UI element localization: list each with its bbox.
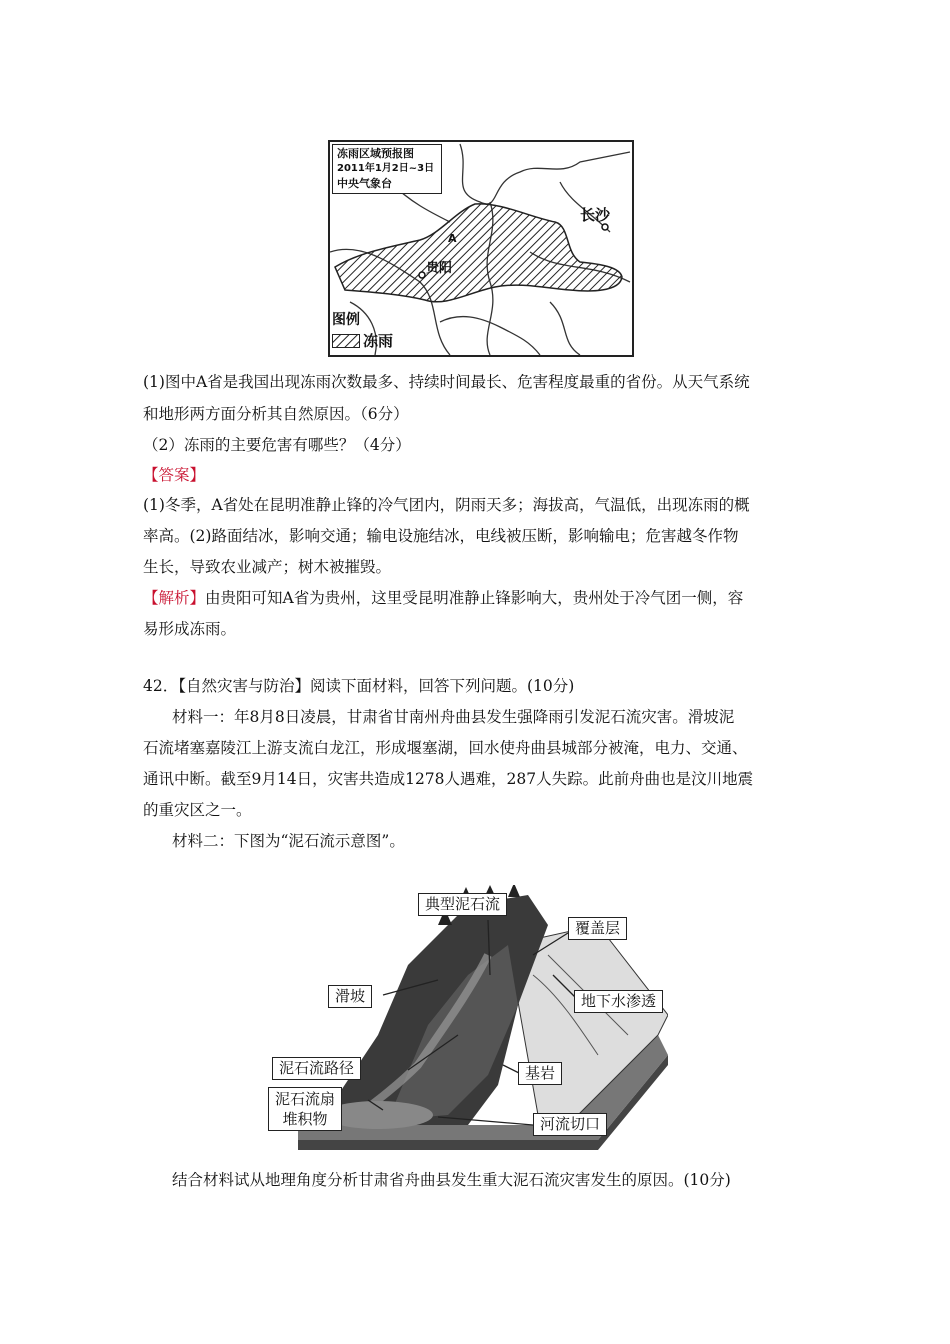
answer-line1: (1)冬季，A省处在昆明准静止锋的冷气团内，阴雨天多；海拔高，气温低，出现冻雨的概: [143, 496, 750, 514]
answer-tag: 【答案】: [143, 466, 206, 484]
label-bedrock: 基岩: [518, 1062, 562, 1085]
material1-line4: 的重灾区之一。: [143, 801, 252, 819]
label-debris-fan-line1: 泥石流扇: [275, 1090, 336, 1108]
analysis-text1: 由贵阳可知A省为贵州，这里受昆明准静止锋影响大，贵州处于冷气团一侧，容: [205, 589, 744, 607]
map-title-line2: 2011年1月2日~3日: [337, 163, 435, 174]
legend-item-label: 冻雨: [363, 332, 394, 350]
q2-text: （2）冻雨的主要危害有哪些？（4分）: [143, 436, 411, 454]
label-debris-fan-line2: 堆积物: [282, 1110, 328, 1128]
q1-line1: (1)图中A省是我国出现冻雨次数最多、持续时间最长、危害程度最重的省份。从天气系统: [143, 373, 750, 391]
q42-heading: 42．【自然灾害与防治】阅读下面材料，回答下列问题。(10分): [143, 677, 575, 695]
label-typical-debris-flow: 典型泥石流: [418, 893, 507, 916]
label-debris-path: 泥石流路径: [272, 1057, 361, 1080]
label-debris-fan: [268, 1087, 342, 1131]
answer-line2: 率高。(2)路面结冰，影响交通；输电设施结冰，电线被压断，影响输电；危害越冬作物: [143, 527, 739, 545]
material1-line2: 石流堵塞嘉陵江上游支流白龙江，形成堰塞湖，回水使舟曲县城部分被淹，电力、交通、: [143, 739, 748, 757]
guiyang-label: 贵阳: [426, 261, 453, 276]
analysis-tag: 【解析】: [143, 589, 206, 607]
analysis-line1: [143, 586, 743, 610]
map-legend: [332, 310, 393, 351]
debris-flow-diagram: [268, 885, 668, 1150]
province-a-label: A: [448, 232, 457, 245]
freezing-rain-map: [328, 140, 634, 357]
material1-line3: 通讯中断。截至9月14日，灾害共造成1278人遇难，287人失踪。此前舟曲也是汶川地震: [143, 770, 754, 788]
material2-text: 材料二：下图为“泥石流示意图”。: [172, 832, 405, 850]
label-river-incision: 河流切口: [533, 1113, 607, 1136]
material1-line1: 材料一：年8月8日凌晨，甘肃省甘南州舟曲县发生强降雨引发泥石流灾害。滑坡泥: [172, 708, 735, 726]
label-groundwater-seepage: 地下水渗透: [574, 990, 663, 1013]
label-cover-layer: 覆盖层: [568, 917, 627, 940]
q1-line2: 和地形两方面分析其自然原因。（6分）: [143, 405, 409, 423]
q42-question: 结合材料试从地理角度分析甘肃省舟曲县发生重大泥石流灾害发生的原因。(10分): [172, 1171, 731, 1189]
changsha-label: 长沙: [580, 206, 611, 224]
map-title-line1: 冻雨区域预报图: [337, 147, 414, 160]
label-landslide: 滑坡: [328, 985, 372, 1008]
legend-hatch-swatch: [332, 334, 360, 348]
legend-title: 图例: [332, 312, 360, 328]
map-title-line3: 中央气象台: [337, 177, 392, 190]
analysis-line2: 易形成冻雨。: [143, 620, 237, 638]
answer-line3: 生长，导致农业减产；树木被摧毁。: [143, 558, 392, 576]
map-title-box: [332, 144, 442, 194]
